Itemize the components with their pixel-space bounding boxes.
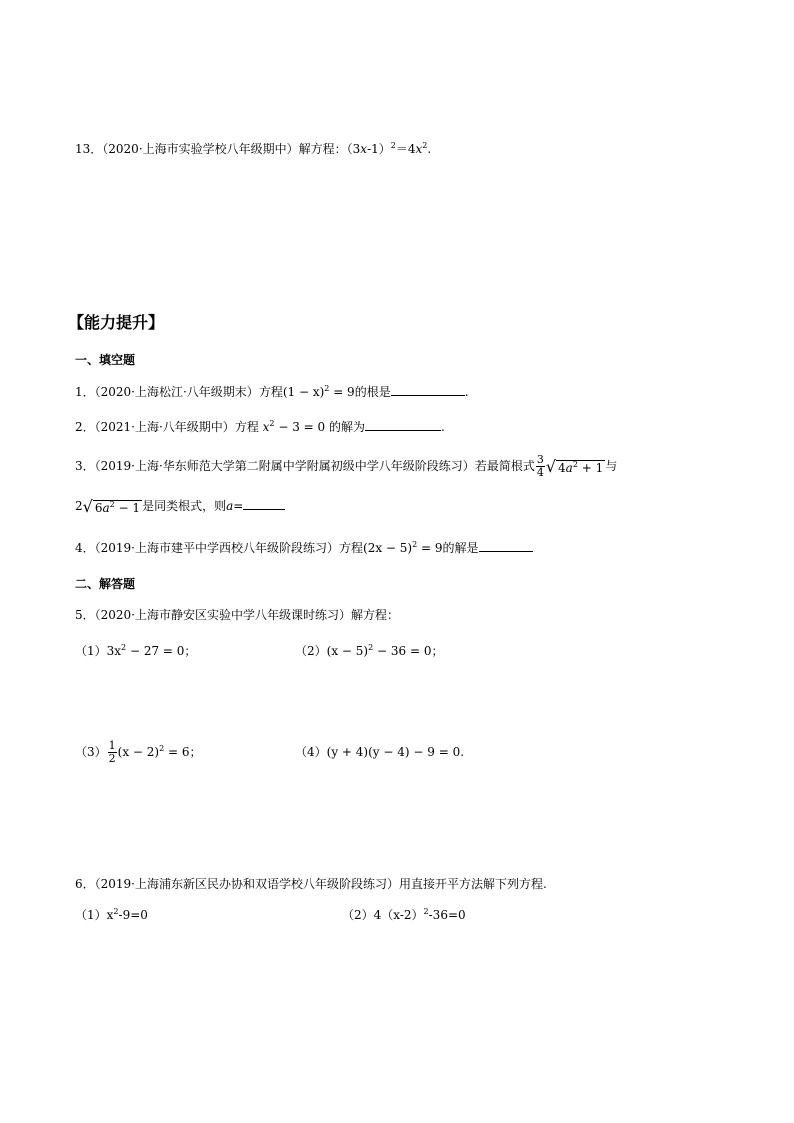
question-number: 4． (75, 541, 95, 555)
question-4: 4．（2019·上海市建平中学西校八年级阶段练习）方程$(2x - 5)^2 = 9$的解是 (75, 539, 533, 556)
question-2: 2．（2021·上海·八年级期中）方程 $x^2 - 3 = 0$ 的解为 . (75, 419, 445, 434)
answer-blank[interactable] (365, 418, 441, 431)
question-source: （2020·上海松江·八年级期末） (94, 385, 259, 399)
question-source: （2020·上海市静安区实验中学八年级课时练习） (94, 608, 351, 622)
part-heading-fill-in: 一、填空题 (75, 353, 136, 367)
question-number: 2． (75, 420, 95, 434)
question-3-continued: 2 √ $6a^2 - 1$ 是同类根式，则a= (75, 497, 285, 515)
radical: √ $6a^2 - 1$ (82, 496, 141, 516)
question-text: 解方程： (298, 142, 347, 156)
question-13 (75, 141, 431, 157)
equation: $x^2 - 3 = 0$ (262, 419, 326, 434)
question-6-part-2: $(2)4(x-2)^2-36=0$ (342, 907, 466, 922)
question-number: 13． (75, 142, 103, 156)
question-source: （2019·上海浦东新区民办协和双语学校八年级阶段练习） (94, 877, 399, 891)
question-3: 3．（2019·上海·华东师范大学第二附属中学附属初级中学八年级阶段练习）若最简根式 $\frac{3}{4}$ √ $4a^2 + 1$ 与 (75, 453, 618, 479)
question-number: 6． (75, 877, 95, 891)
equation: $(x - 2)^2 = 6$； (117, 744, 202, 759)
question-source: （2019·上海市建平中学西校八年级阶段练习） (94, 541, 339, 555)
question-source: （2019·上海·华东师范大学第二附属中学附属初级中学八年级阶段练习） (94, 459, 475, 473)
answer-blank[interactable] (479, 539, 533, 552)
equation: $x^2-9=0$ (106, 907, 148, 922)
question-source: （2021·上海·八年级期中） (94, 420, 235, 434)
question-5-part-1: $(1)3x^2 - 27 = 0$； (75, 643, 197, 658)
question-5-part-2: $(2)(x - 5)^2 - 36 = 0$； (295, 643, 444, 658)
question-number: 5． (75, 608, 95, 622)
fraction: $\frac{1}{2}$ (108, 739, 116, 765)
equation: $(3x-1)^2=4x^2$. (346, 141, 432, 156)
equation: $(x - 5)^2 - 36 = 0$； (326, 643, 444, 658)
radical: √ $4a^2 + 1$ (545, 456, 604, 476)
part-heading-solve: 二、解答题 (75, 577, 136, 591)
question-5-part-4: （4）(y + 4)(y − 4) − 9 = 0. (295, 745, 465, 759)
equation: $4(x-2)^2-36=0$ (373, 907, 466, 922)
question-1: 1．（2020·上海松江·八年级期末）方程$(1 - x)^2 = 9$的根是 . (75, 384, 469, 399)
question-5-part-3: （3） $\frac{1}{2}$ $(x - 2)^2 = 6$； (75, 739, 202, 765)
section-title-ability: 【能力提升】 (68, 313, 165, 332)
equation: $(2x - 5)^2 = 9$ (363, 540, 443, 555)
question-6: 6．（2019·上海浦东新区民办协和双语学校八年级阶段练习）用直接开平方法解下列方程. (75, 877, 547, 891)
answer-blank[interactable] (391, 383, 465, 396)
equation: $(1 - x)^2 = 9$ (282, 384, 355, 399)
question-number: 1． (75, 385, 95, 399)
fraction: $\frac{3}{4}$ (536, 453, 544, 479)
question-5: 5．（2020·上海市静安区实验中学八年级课时练习）解方程： (75, 608, 400, 622)
question-number: 3． (75, 459, 95, 473)
equation: (y + 4)(y − 4) − 9 = 0 (326, 745, 461, 759)
question-source: （2020·上海市实验学校八年级期中） (102, 142, 299, 156)
question-6-part-1: $(1)x^2-9=0$ (75, 907, 148, 922)
equation: $3x^2 - 27 = 0$； (106, 643, 197, 658)
answer-blank[interactable] (243, 497, 285, 510)
